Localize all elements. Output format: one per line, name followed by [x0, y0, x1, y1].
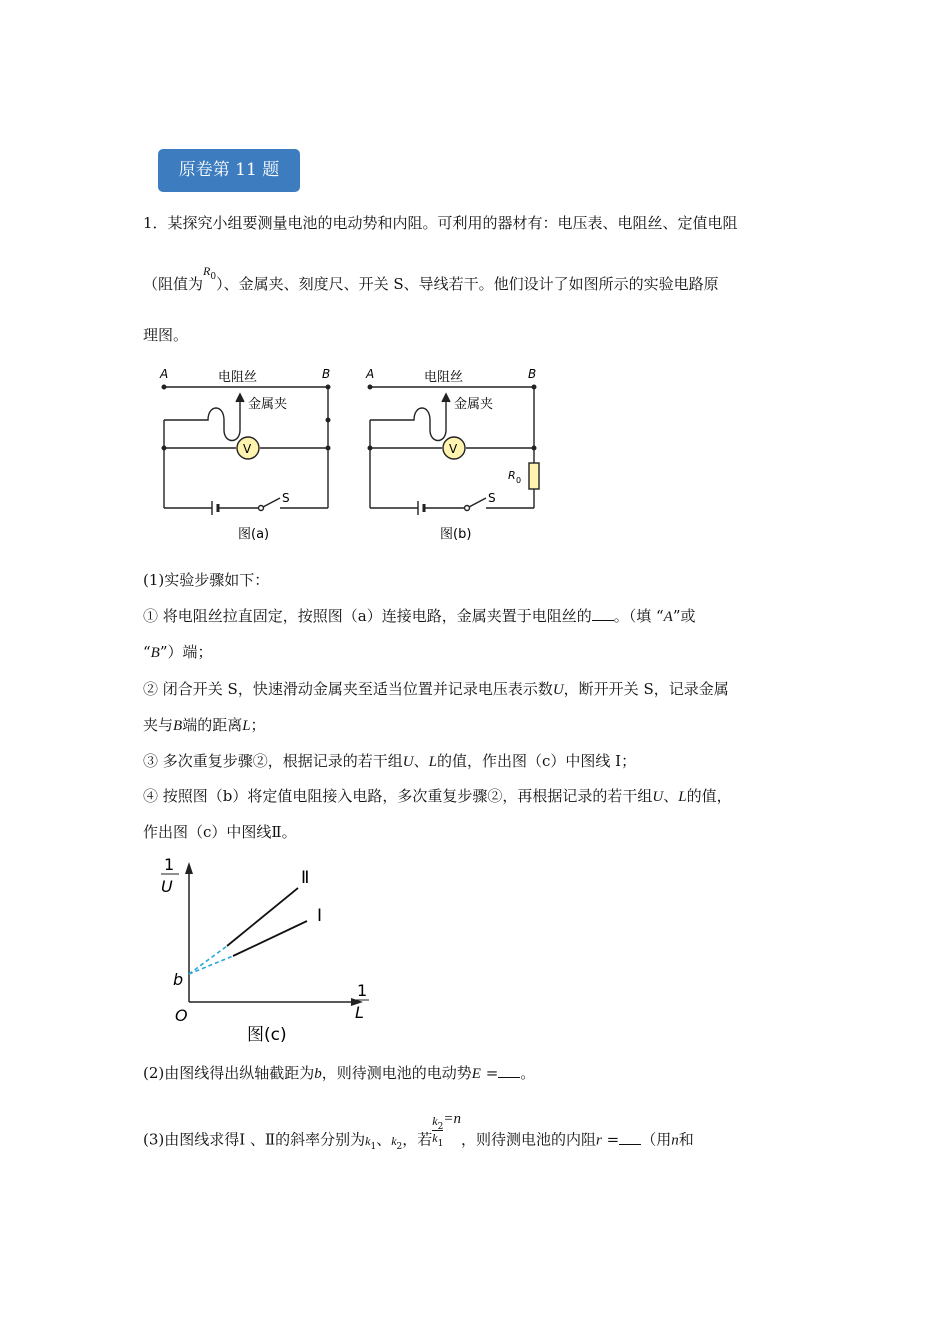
origin-label: O	[175, 1006, 188, 1025]
graph-caption: 图(c)	[247, 1025, 287, 1045]
fig-a-label-B: B	[322, 367, 331, 381]
step-1-line-1: ① 将电阻丝拉直固定，按照图（a）连接电路，金属夹置于电阻丝的 。（填 “A”或	[143, 607, 696, 625]
fig-b-voltmeter: V	[449, 442, 458, 456]
fig-a-clip-label: 金属夹	[248, 397, 288, 412]
stem-text: （阻值为	[143, 275, 204, 293]
y-axis-denominator: U	[161, 877, 173, 896]
fig-b-label-B: B	[528, 367, 537, 381]
question-stem-line-2	[143, 264, 719, 297]
fig-b-resistor-label: R	[508, 469, 516, 482]
fig-a-label-A: A	[160, 367, 169, 381]
fig-b-switch-label: S	[488, 491, 496, 505]
line-II-label: Ⅱ	[301, 868, 310, 888]
step-4-line-1: ④ 按照图（b）将定值电阻接入电路，多次重复步骤②，再根据记录的若干组U、L的值，	[143, 787, 732, 805]
answer-blank	[498, 1063, 520, 1078]
ratio-formula: $\frac{k_2}{k_1}$ =n	[432, 1110, 461, 1149]
r0-symbol: R0	[203, 264, 217, 282]
line-I-label: Ⅰ	[317, 906, 323, 926]
step-4-line-2: 作出图（c）中图线Ⅱ。	[143, 823, 297, 841]
fig-b-clip-label: 金属夹	[454, 397, 494, 412]
question-stem-line-3: 理图。	[143, 326, 189, 344]
step-2-line-2: 夹与B端的距离L；	[143, 716, 266, 734]
fig-a-wire-label: 电阻丝	[218, 370, 258, 385]
fig-a-voltmeter: V	[243, 442, 252, 456]
circuit-diagrams	[150, 360, 550, 550]
step-3: ③ 多次重复步骤②，根据记录的若干组U、L的值，作出图（c）中图线 Ⅰ；	[143, 752, 637, 770]
question-tag: 原卷第 11 题	[158, 149, 300, 192]
step-2-line-1: ② 闭合开关 S，快速滑动金属夹至适当位置并记录电压表示数U，断开开关 S，记录金属	[143, 680, 729, 698]
steps-title: (1)实验步骤如下：	[143, 571, 270, 589]
answer-blank	[619, 1130, 641, 1145]
fig-b-label-A: A	[366, 367, 375, 381]
fig-b-caption: 图(b)	[440, 527, 472, 542]
x-axis-numerator: 1	[357, 981, 368, 1000]
question-2: (2)由图线得出纵轴截距为b，则待测电池的电动势E = 。	[143, 1064, 536, 1082]
step-1-line-2: “B”）端；	[143, 643, 213, 661]
stem-text: ）、金属夹、刻度尺、开关 S、导线若干。他们设计了如图所示的实验电路原	[216, 275, 719, 293]
answer-blank	[592, 606, 614, 621]
graph-c	[155, 852, 385, 1052]
fig-b-wire-label: 电阻丝	[424, 370, 464, 385]
fig-b-resistor-sub: 0	[516, 476, 522, 485]
fig-a-switch-label: S	[282, 491, 290, 505]
intercept-label: b	[173, 970, 184, 989]
question-stem-line-1: 1．某探究小组要测量电池的电动势和内阻。可利用的器材有：电压表、电阻丝、定值电阻	[143, 214, 738, 232]
fig-a-caption: 图(a)	[238, 527, 270, 542]
x-axis-denominator: L	[355, 1003, 364, 1022]
question-3: (3)由图线求得Ⅰ 、Ⅱ的斜率分别为$k_1$、$k_2$，若 $\frac{k_2}{k_1}$ =n，则待测电池的内阻r = （用n和	[143, 1110, 694, 1152]
y-axis-numerator: 1	[164, 855, 175, 874]
